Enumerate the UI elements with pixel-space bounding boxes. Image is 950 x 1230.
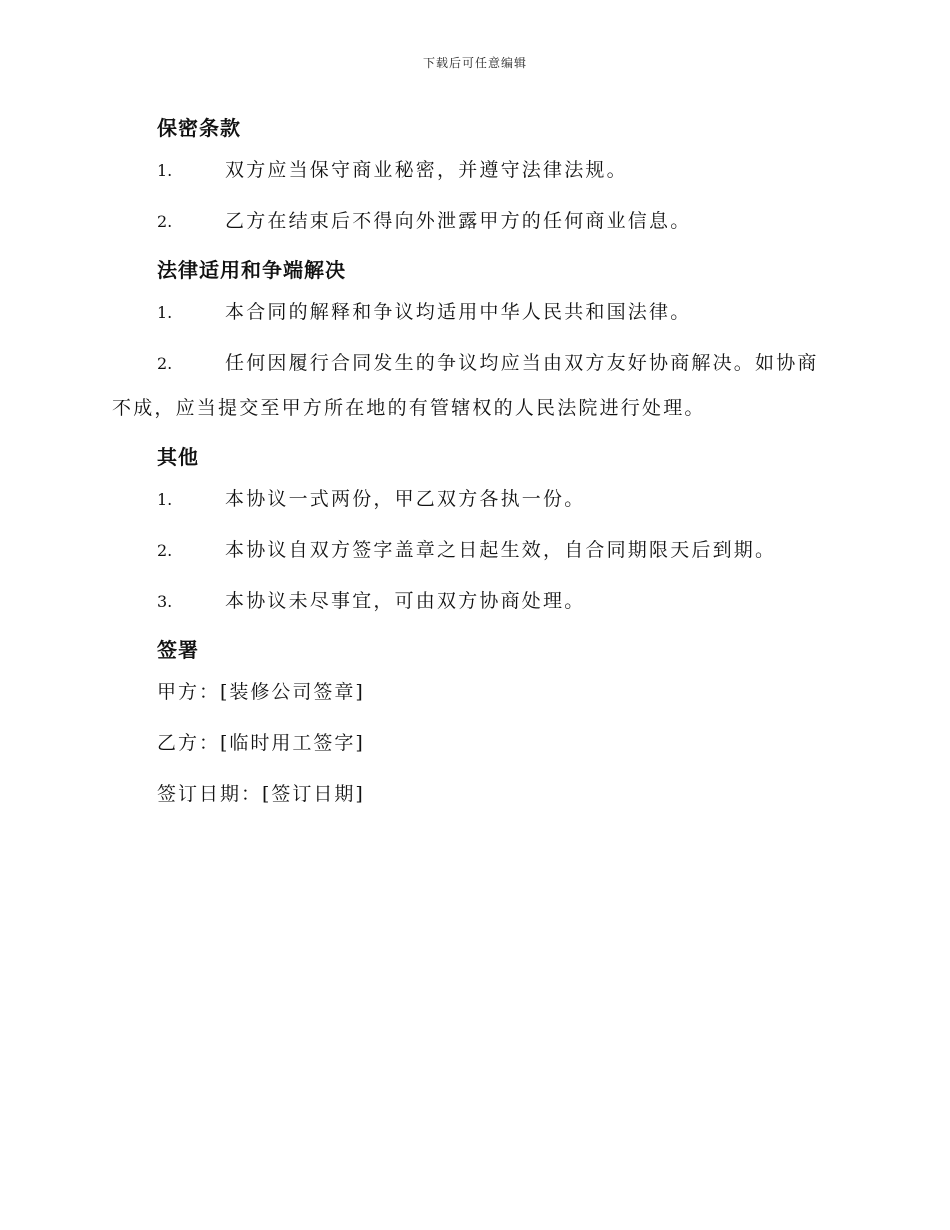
section-heading: 签署: [157, 638, 199, 662]
section-law-disputes: [112, 250, 834, 431]
clause-item: [112, 341, 834, 431]
clause-text: 双方应当保守商业秘密，并遵守法律法规。: [225, 159, 628, 181]
signature-party-b: 乙方：[临时用工签字]: [157, 732, 365, 754]
signature-party-a: 甲方：[装修公司签章]: [157, 681, 365, 703]
document-body: [112, 108, 834, 823]
signature-date: 签订日期：[签订日期]: [157, 783, 365, 805]
clause-item: [112, 528, 834, 573]
clause-text: 本合同的解释和争议均适用中华人民共和国法律。: [225, 301, 692, 323]
section-heading: 保密条款: [157, 116, 241, 140]
clause-number: 3.: [157, 592, 173, 611]
clause-item: [112, 148, 834, 193]
section-heading: 其他: [157, 445, 199, 469]
clause-item: [112, 579, 834, 624]
clause-item: [112, 477, 834, 522]
section-signatures: [112, 630, 834, 817]
clause-number: 2.: [157, 354, 173, 373]
clause-number: 1.: [157, 161, 173, 180]
clause-text: 乙方在结束后不得向外泄露甲方的任何商业信息。: [225, 210, 692, 232]
clause-number: 2.: [157, 541, 173, 560]
clause-item: [112, 290, 834, 335]
section-confidentiality: [112, 108, 834, 244]
section-other: [112, 437, 834, 624]
clause-number: 1.: [157, 303, 173, 322]
clause-text: 任何因履行合同发生的争议均应当由双方友好协商解决。如协商不成，应当提交至甲方所在地的有管辖权的人民法院进行处理。: [112, 352, 819, 419]
page-header: 下载后可任意编辑: [422, 56, 527, 70]
clause-number: 2.: [157, 212, 173, 231]
clause-text: 本协议未尽事宜，可由双方协商处理。: [225, 590, 586, 612]
clause-text: 本协议一式两份，甲乙双方各执一份。: [225, 488, 586, 510]
clause-item: [112, 199, 834, 244]
section-heading: 法律适用和争端解决: [157, 258, 346, 282]
clause-number: 1.: [157, 490, 173, 509]
clause-text: 本协议自双方签字盖章之日起生效，自合同期限天后到期。: [225, 539, 777, 561]
